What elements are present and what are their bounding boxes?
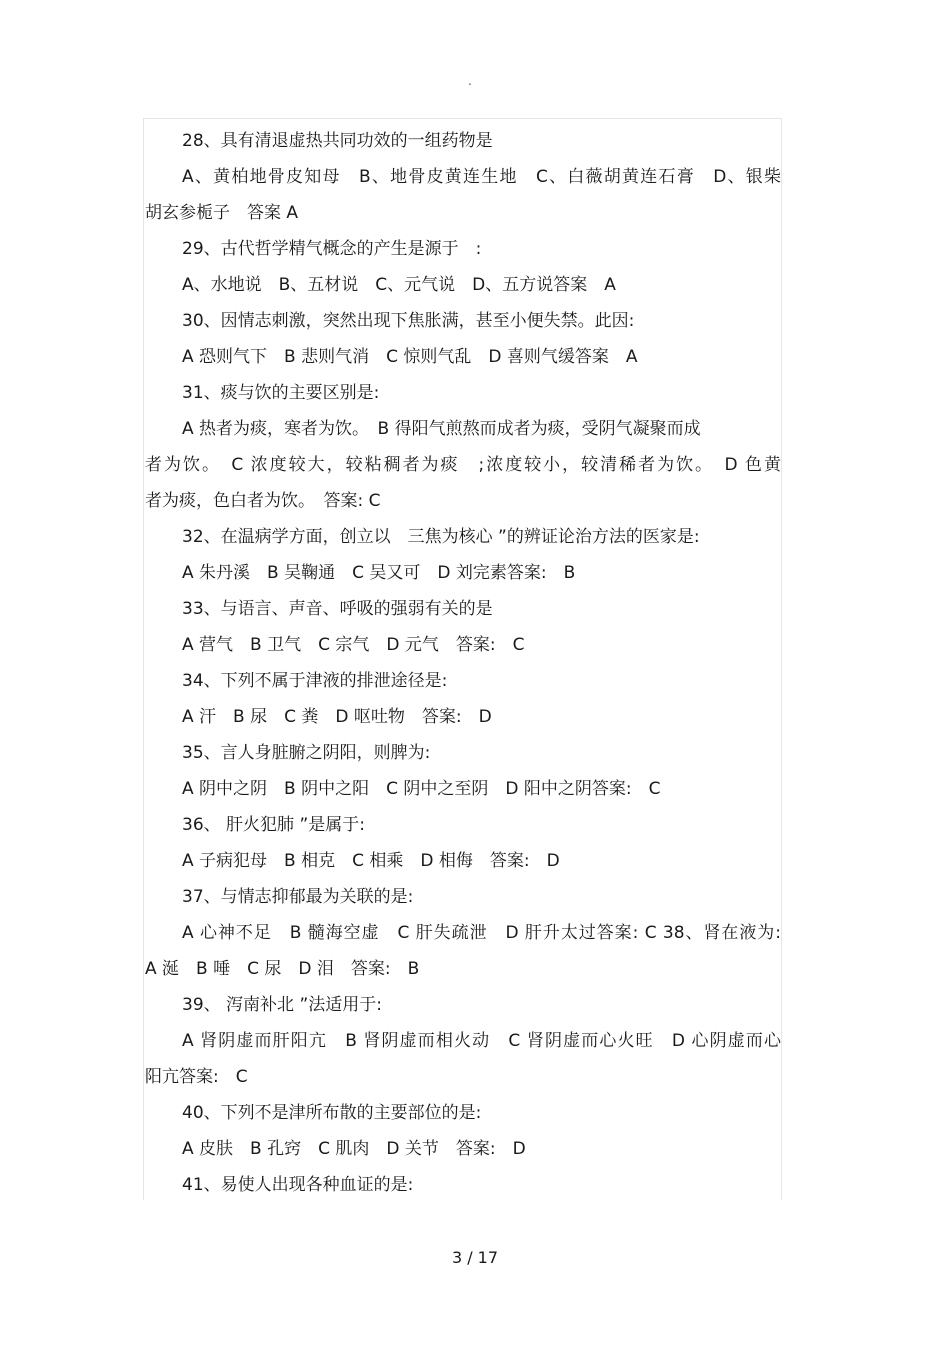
text-line: 胡玄参栀子 答案 A: [145, 203, 299, 223]
page-number: 3 / 17: [451, 1248, 499, 1267]
text-line: 者为饮。 C 浓度较大，较粘稠者为痰 ;浓度较小，较清稀者为饮。 D 色黄: [145, 455, 781, 475]
text-line: A、黄柏地骨皮知母 B、地骨皮黄连生地 C、白薇胡黄连石膏 D、银柴: [182, 167, 781, 187]
text-line: 33、与语言、声音、呼吸的强弱有关的是: [182, 599, 493, 619]
text-line: 32、在温病学方面，创立以 三焦为核心 ”的辨证论治方法的医家是:: [182, 527, 700, 547]
text-line: A 皮肤 B 孔窍 C 肌肉 D 关节 答案: D: [182, 1139, 526, 1159]
text-line: 28、具有清退虚热共同功效的一组药物是: [182, 131, 493, 151]
text-line: 29、古代哲学精气概念的产生是源于 :: [182, 239, 482, 259]
text-line: A 子病犯母 B 相克 C 相乘 D 相侮 答案: D: [182, 851, 560, 871]
text-line: 41、易使人出现各种血证的是:: [182, 1175, 414, 1195]
text-line: A 心神不足 B 髓海空虚 C 肝失疏泄 D 肝升太过答案: C 38、肾在液为:: [182, 923, 781, 943]
text-line: A 恐则气下 B 悲则气消 C 惊则气乱 D 喜则气缓答案 A: [182, 347, 638, 367]
text-line: A 热者为痰，寒者为饮。 B 得阳气煎熬而成者为痰，受阴气凝聚而成: [182, 419, 701, 439]
text-line: 30、因情志刺激，突然出现下焦胀满，甚至小便失禁。此因:: [182, 311, 635, 331]
text-line: A、水地说 B、五材说 C、元气说 D、五方说答案 A: [182, 275, 616, 295]
document-body: [145, 123, 781, 1203]
text-line: 39、 泻南补北 ”法适用于:: [182, 995, 382, 1015]
text-line: 阳亢答案: C: [145, 1067, 248, 1087]
text-line: 34、下列不属于津液的排泄途径是:: [182, 671, 448, 691]
text-line: 37、与情志抑郁最为关联的是:: [182, 887, 414, 907]
text-line: A 汗 B 尿 C 粪 D 呕吐物 答案: D: [182, 707, 492, 727]
text-line: A 朱丹溪 B 吴鞠通 C 吴又可 D 刘完素答案: B: [182, 563, 576, 583]
text-line: A 阴中之阴 B 阴中之阳 C 阴中之至阴 D 阳中之阴答案: C: [182, 779, 661, 799]
text-line: 35、言人身脏腑之阴阳，则脾为:: [182, 743, 431, 763]
text-line: A 营气 B 卫气 C 宗气 D 元气 答案: C: [182, 635, 525, 655]
text-line: 36、 肝火犯肺 ”是属于:: [182, 815, 365, 835]
header-mark: .: [468, 74, 472, 88]
text-line: A 肾阴虚而肝阳亢 B 肾阴虚而相火动 C 肾阴虚而心火旺 D 心阴虚而心: [182, 1031, 781, 1051]
text-line: A 涎 B 唾 C 尿 D 泪 答案: B: [145, 959, 420, 979]
text-line: 31、痰与饮的主要区别是:: [182, 383, 380, 403]
text-line: 40、下列不是津所布散的主要部位的是:: [182, 1103, 482, 1123]
text-line: 者为痰，色白者为饮。 答案: C: [145, 491, 381, 511]
